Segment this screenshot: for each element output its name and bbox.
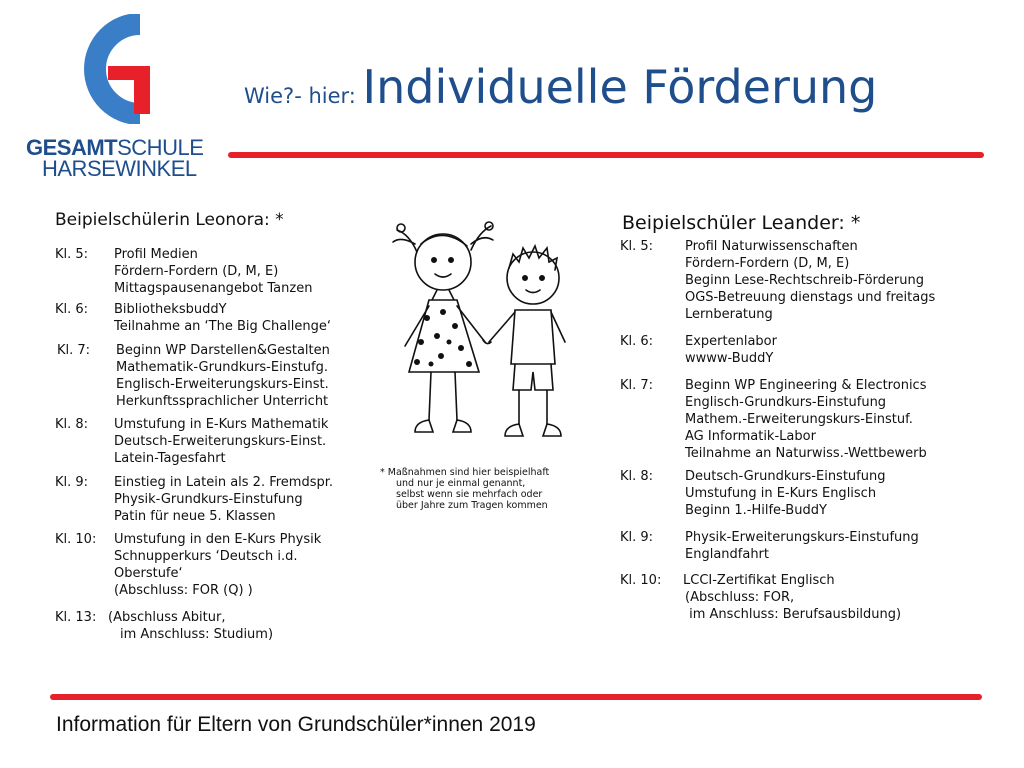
entry-line: LCCI-Zertifikat Englisch — [683, 573, 835, 588]
entry-line: Mittagspausenangebot Tanzen — [114, 281, 313, 296]
top-divider — [228, 152, 984, 158]
entry-line: Deutsch-Erweiterungskurs-Einst. — [114, 434, 327, 449]
entry-line: Physik-Erweiterungskurs-Einstufung — [685, 530, 919, 545]
entry-line: Herkunftssprachlicher Unterricht — [116, 394, 329, 409]
title-main: Individuelle Förderung — [362, 60, 878, 114]
entry-line: AG Informatik-Labor — [685, 429, 816, 444]
logo-line1-bold: GESAMT — [26, 135, 118, 160]
entry-line: Beginn WP Darstellen&Gestalten — [116, 343, 330, 358]
entry-line: Umstufung in E-Kurs Mathematik — [114, 417, 329, 432]
children-holding-hands-illustration — [385, 214, 590, 459]
entry-label: Kl. 9: — [55, 475, 89, 490]
entry-line: Profil Medien — [114, 247, 198, 262]
entry-label: Kl. 7: — [57, 343, 91, 358]
entry-line: Fördern-Fordern (D, M, E) — [685, 256, 850, 271]
entry-line: Deutsch-Grundkurs-Einstufung — [685, 469, 886, 484]
entry-label: Kl. 10: — [620, 573, 662, 588]
entry-line: Beginn WP Engineering & Electronics — [685, 378, 927, 393]
entry-line: Fördern-Fordern (D, M, E) — [114, 264, 279, 279]
school-logo-g-icon — [74, 14, 154, 124]
footnote-line: * Maßnahmen sind hier beispielhaft — [380, 467, 550, 478]
entry-line: (Abschluss Abitur, — [108, 610, 226, 625]
school-logo-text — [26, 137, 216, 179]
entry-line: Mathematik-Grundkurs-Einstufg. — [116, 360, 329, 375]
entry-label: Kl. 9: — [620, 530, 654, 545]
footer-text: Information für Eltern von Grundschüler*innen 2019 — [56, 713, 536, 736]
logo-line2: HARSEWINKEL — [42, 156, 197, 181]
entry-line: Latein-Tagesfahrt — [114, 451, 226, 466]
footnote-line: selbst wenn sie mehrfach oder — [396, 489, 543, 500]
entry-label: Kl. 7: — [620, 378, 654, 393]
entry-line: (Abschluss: FOR, — [685, 590, 795, 605]
entry-line: (Abschluss: FOR (Q) ) — [114, 583, 253, 598]
entry-label: Kl. 6: — [55, 302, 89, 317]
right-column-heading: Beipielschüler Leander: * — [622, 212, 861, 234]
entry-line: im Anschluss: Berufsausbildung) — [685, 607, 902, 622]
entry-line: im Anschluss: Studium) — [120, 627, 274, 642]
entry-line: Teilnahme an ‘The Big Challenge‘ — [114, 319, 332, 334]
entry-label: Kl. 8: — [55, 417, 89, 432]
entry-line: Lernberatung — [685, 307, 773, 322]
entry-line: BibliotheksbuddY — [114, 302, 227, 317]
entry-label: Kl. 6: — [620, 334, 654, 349]
entry-label: Kl. 10: — [55, 532, 97, 547]
entry-line: Expertenlabor — [685, 334, 777, 349]
bottom-divider — [50, 694, 982, 700]
entry-line: Englisch-Erweiterungskurs-Einst. — [116, 377, 329, 392]
entry-line: Englisch-Grundkurs-Einstufung — [685, 395, 887, 410]
entry-line: Einstieg in Latein als 2. Fremdspr. — [114, 475, 334, 490]
entry-line: Profil Naturwissenschaften — [685, 239, 858, 254]
logo-line1-rest: SCHULE — [117, 135, 204, 160]
entry-line: Mathem.-Erweiterungskurs-Einstuf. — [685, 412, 913, 427]
footnote — [380, 467, 549, 511]
entry-line: Schnupperkurs ‘Deutsch i.d. — [114, 549, 298, 564]
entry-line: Umstufung in den E-Kurs Physik — [114, 532, 322, 547]
entry-line: Physik-Grundkurs-Einstufung — [114, 492, 303, 507]
entry-line: Patin für neue 5. Klassen — [114, 509, 276, 524]
entry-label: Kl. 8: — [620, 469, 654, 484]
entry-label: Kl. 13: — [55, 610, 97, 625]
entry-line: Beginn Lese-Rechtschreib-Förderung — [685, 273, 924, 288]
entry-line: Umstufung in E-Kurs Englisch — [685, 486, 877, 501]
entry-line: Teilnahme an Naturwiss.-Wettbewerb — [685, 446, 927, 461]
left-column-heading: Beipielschülerin Leonora: * — [55, 210, 284, 230]
entry-line: Englandfahrt — [685, 547, 769, 562]
entry-line: OGS-Betreuung dienstags und freitags — [685, 290, 936, 305]
footnote-line: über Jahre zum Tragen kommen — [396, 500, 548, 511]
entry-line: Beginn 1.-Hilfe-BuddY — [685, 503, 827, 518]
entry-line: Oberstufe‘ — [114, 566, 183, 581]
page-title — [244, 60, 877, 114]
entry-label: Kl. 5: — [55, 247, 89, 262]
title-prefix: Wie?- hier: — [244, 84, 363, 108]
entry-line: wwww-BuddY — [685, 351, 774, 366]
footnote-line: und nur je einmal genannt, — [396, 478, 526, 489]
entry-label: Kl. 5: — [620, 239, 654, 254]
